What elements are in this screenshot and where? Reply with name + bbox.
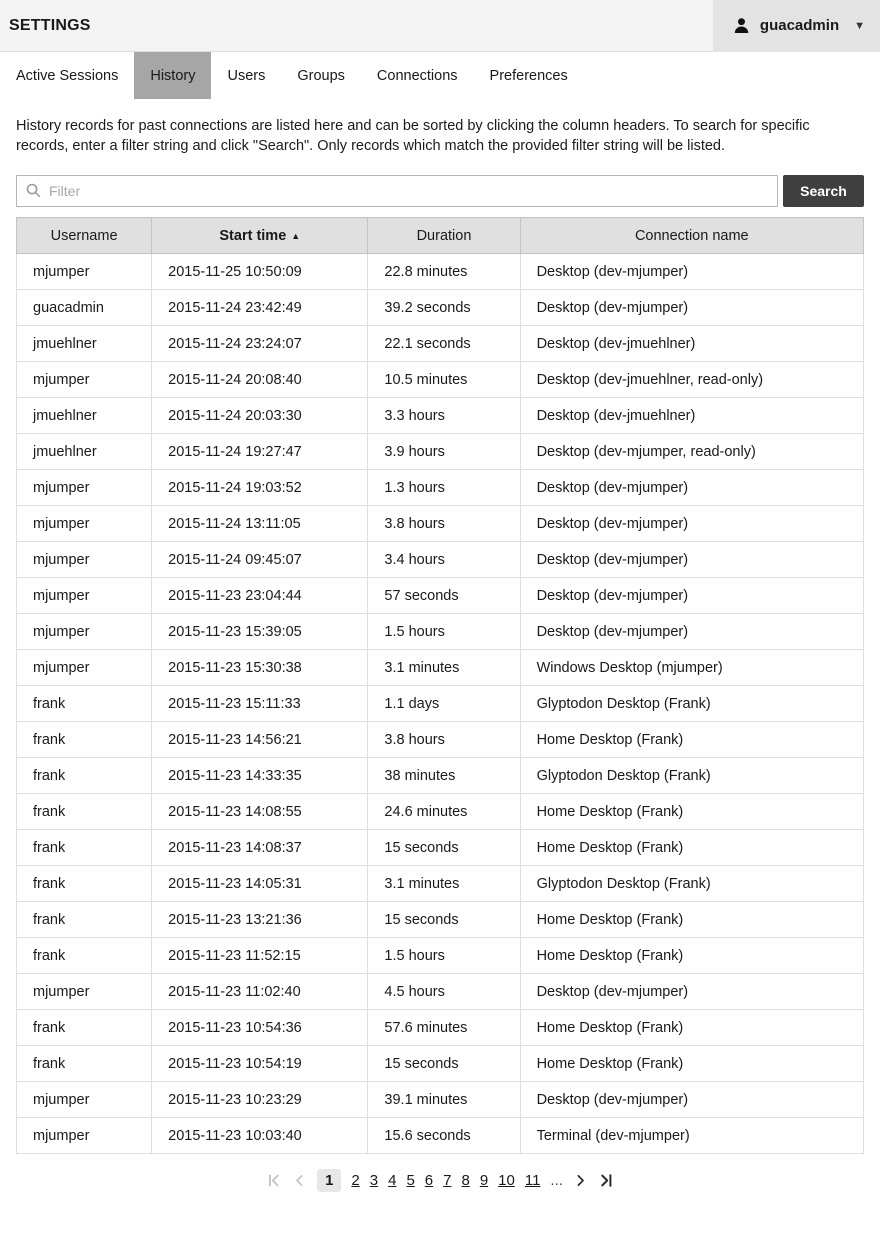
cell-start-time: 2015-11-23 14:33:35 [152,758,368,794]
table-row [17,722,864,758]
table-row [17,830,864,866]
page-link[interactable]: 7 [443,1172,452,1189]
cell-duration: 1.1 days [368,686,520,722]
cell-connection-name: Desktop (dev-mjumper) [520,614,863,650]
cell-username: mjumper [17,974,152,1010]
cell-username: guacadmin [17,290,152,326]
cell-duration: 1.5 hours [368,938,520,974]
next-page-icon[interactable] [573,1173,588,1188]
chevron-down-icon: ▼ [854,19,865,32]
page-link[interactable]: 5 [406,1172,415,1189]
cell-start-time: 2015-11-23 11:52:15 [152,938,368,974]
cell-username: frank [17,722,152,758]
cell-duration: 1.5 hours [368,614,520,650]
cell-duration: 39.2 seconds [368,290,520,326]
table-header-row [17,218,864,254]
table-row [17,866,864,902]
table-row [17,1046,864,1082]
cell-username: frank [17,686,152,722]
search-button[interactable]: Search [783,175,864,207]
filter-input-wrapper [16,175,778,207]
cell-username: frank [17,794,152,830]
page-link[interactable]: 8 [461,1172,470,1189]
cell-username: mjumper [17,1118,152,1154]
cell-duration: 22.1 seconds [368,326,520,362]
cell-connection-name: Windows Desktop (mjumper) [520,650,863,686]
history-description: History records for past connections are listed here and can be sorted by clicking the column headers. To search for specific records, enter a filter string and click "Search". Only records which match the provided filter string will be listed. [16,118,810,154]
cell-start-time: 2015-11-23 14:08:55 [152,794,368,830]
tab-active-sessions[interactable]: Active Sessions [16,67,119,84]
cell-start-time: 2015-11-23 13:21:36 [152,902,368,938]
cell-username: jmuehlner [17,434,152,470]
pagination-ellipsis: ... [550,1172,563,1189]
username-label: guacadmin [759,17,840,34]
table-row [17,650,864,686]
cell-start-time: 2015-11-23 15:39:05 [152,614,368,650]
cell-username: mjumper [17,578,152,614]
cell-connection-name: Home Desktop (Frank) [520,902,863,938]
cell-start-time: 2015-11-23 23:04:44 [152,578,368,614]
table-row [17,254,864,290]
cell-username: frank [17,1010,152,1046]
cell-duration: 39.1 minutes [368,1082,520,1118]
cell-start-time: 2015-11-23 10:03:40 [152,1118,368,1154]
user-icon [732,16,751,35]
cell-connection-name: Desktop (dev-mjumper) [520,1082,863,1118]
cell-connection-name: Desktop (dev-mjumper, read-only) [520,434,863,470]
cell-duration: 15 seconds [368,1046,520,1082]
cell-start-time: 2015-11-23 14:56:21 [152,722,368,758]
app-header [0,0,880,52]
tab-users[interactable]: Users [227,67,266,84]
table-row [17,758,864,794]
cell-duration: 24.6 minutes [368,794,520,830]
page-link[interactable]: 6 [424,1172,434,1189]
cell-connection-name: Desktop (dev-mjumper) [520,542,863,578]
sort-ascending-icon: ▲ [291,230,301,241]
page-link-current[interactable]: 1 [317,1169,341,1192]
tab-preferences[interactable]: Preferences [489,67,568,84]
cell-connection-name: Terminal (dev-mjumper) [520,1118,863,1154]
cell-connection-name: Home Desktop (Frank) [520,794,863,830]
tab-connections[interactable]: Connections [376,67,458,84]
cell-username: mjumper [17,1082,152,1118]
cell-connection-name: Desktop (dev-jmuehlner) [520,398,863,434]
cell-duration: 15 seconds [368,902,520,938]
cell-connection-name: Home Desktop (Frank) [520,938,863,974]
cell-connection-name: Home Desktop (Frank) [520,830,863,866]
cell-start-time: 2015-11-23 10:54:19 [152,1046,368,1082]
page-link[interactable]: 3 [369,1172,379,1189]
cell-username: mjumper [17,542,152,578]
page-link[interactable]: 10 [498,1172,515,1189]
cell-connection-name: Glyptodon Desktop (Frank) [520,866,863,902]
cell-start-time: 2015-11-24 19:27:47 [152,434,368,470]
filter-input[interactable] [16,175,778,207]
cell-connection-name: Home Desktop (Frank) [520,722,863,758]
cell-start-time: 2015-11-24 13:11:05 [152,506,368,542]
cell-start-time: 2015-11-23 15:11:33 [152,686,368,722]
cell-duration: 22.8 minutes [368,254,520,290]
table-row [17,542,864,578]
table-row [17,434,864,470]
cell-username: frank [17,830,152,866]
cell-username: frank [17,866,152,902]
history-table [16,217,864,1154]
cell-start-time: 2015-11-24 23:24:07 [152,326,368,362]
table-row [17,1010,864,1046]
cell-connection-name: Glyptodon Desktop (Frank) [520,686,863,722]
skip-to-last-page-icon[interactable] [598,1172,615,1189]
page-link[interactable]: 2 [351,1172,360,1189]
tab-history[interactable]: History [134,52,211,99]
column-header-start-time[interactable]: Start time ▲ [152,218,368,254]
table-row [17,326,864,362]
cell-duration: 3.4 hours [368,542,520,578]
cell-start-time: 2015-11-23 11:02:40 [152,974,368,1010]
table-row [17,398,864,434]
history-page [0,116,880,1192]
cell-connection-name: Desktop (dev-mjumper) [520,254,863,290]
cell-duration: 3.8 hours [368,722,520,758]
cell-start-time: 2015-11-24 20:08:40 [152,362,368,398]
table-row [17,506,864,542]
cell-username: mjumper [17,362,152,398]
cell-duration: 3.1 minutes [368,866,520,902]
column-header-username[interactable]: Username [17,218,152,254]
table-row [17,470,864,506]
history-table-body [17,254,864,1154]
cell-connection-name: Glyptodon Desktop (Frank) [520,758,863,794]
table-row [17,290,864,326]
table-row [17,1082,864,1118]
skip-to-first-page-icon[interactable] [265,1172,282,1189]
cell-start-time: 2015-11-23 10:23:29 [152,1082,368,1118]
table-row [17,362,864,398]
cell-duration: 15.6 seconds [368,1118,520,1154]
table-row [17,614,864,650]
cell-duration: 3.3 hours [368,398,520,434]
cell-username: mjumper [17,254,152,290]
cell-username: jmuehlner [17,326,152,362]
cell-duration: 38 minutes [368,758,520,794]
cell-username: mjumper [17,650,152,686]
cell-duration: 3.8 hours [368,506,520,542]
page-title: SETTINGS [9,16,91,34]
cell-connection-name: Desktop (dev-mjumper) [520,974,863,1010]
cell-connection-name: Desktop (dev-mjumper) [520,470,863,506]
cell-duration: 4.5 hours [368,974,520,1010]
cell-username: frank [17,902,152,938]
cell-duration: 57.6 minutes [368,1010,520,1046]
cell-start-time: 2015-11-23 14:08:37 [152,830,368,866]
cell-duration: 10.5 minutes [368,362,520,398]
cell-connection-name: Desktop (dev-jmuehlner) [520,326,863,362]
cell-connection-name: Home Desktop (Frank) [520,1046,863,1082]
cell-connection-name: Home Desktop (Frank) [520,1010,863,1046]
cell-username: jmuehlner [17,398,152,434]
cell-start-time: 2015-11-23 15:30:38 [152,650,368,686]
page-link[interactable]: 11 [524,1172,541,1189]
table-row [17,902,864,938]
table-row [17,1118,864,1154]
table-row [17,578,864,614]
cell-connection-name: Desktop (dev-mjumper) [520,578,863,614]
cell-username: mjumper [17,506,152,542]
settings-tab-bar [0,52,880,99]
column-header-connection-name[interactable]: Connection name [520,218,863,254]
cell-duration: 1.3 hours [368,470,520,506]
cell-start-time: 2015-11-23 10:54:36 [152,1010,368,1046]
table-row [17,686,864,722]
cell-connection-name: Desktop (dev-jmuehlner, read-only) [520,362,863,398]
previous-page-icon[interactable] [292,1173,307,1188]
cell-duration: 15 seconds [368,830,520,866]
cell-connection-name: Desktop (dev-mjumper) [520,506,863,542]
cell-username: frank [17,1046,152,1082]
table-row [17,974,864,1010]
cell-start-time: 2015-11-24 20:03:30 [152,398,368,434]
cell-start-time: 2015-11-23 14:05:31 [152,866,368,902]
tab-groups[interactable]: Groups [297,67,345,84]
table-row [17,938,864,974]
filter-row [16,175,864,207]
page-link[interactable]: 4 [388,1172,397,1189]
cell-username: mjumper [17,614,152,650]
cell-duration: 3.1 minutes [368,650,520,686]
cell-start-time: 2015-11-24 19:03:52 [152,470,368,506]
cell-username: frank [17,938,152,974]
cell-start-time: 2015-11-24 09:45:07 [152,542,368,578]
column-header-duration[interactable]: Duration [368,218,520,254]
cell-username: mjumper [17,470,152,506]
cell-start-time: 2015-11-25 10:50:09 [152,254,368,290]
cell-connection-name: Desktop (dev-mjumper) [520,290,863,326]
page-link[interactable]: 9 [479,1172,489,1189]
user-menu[interactable] [713,0,880,52]
pagination-pages [317,1169,540,1192]
cell-start-time: 2015-11-24 23:42:49 [152,290,368,326]
cell-username: frank [17,758,152,794]
pagination [16,1169,864,1192]
table-row [17,794,864,830]
cell-duration: 3.9 hours [368,434,520,470]
cell-duration: 57 seconds [368,578,520,614]
